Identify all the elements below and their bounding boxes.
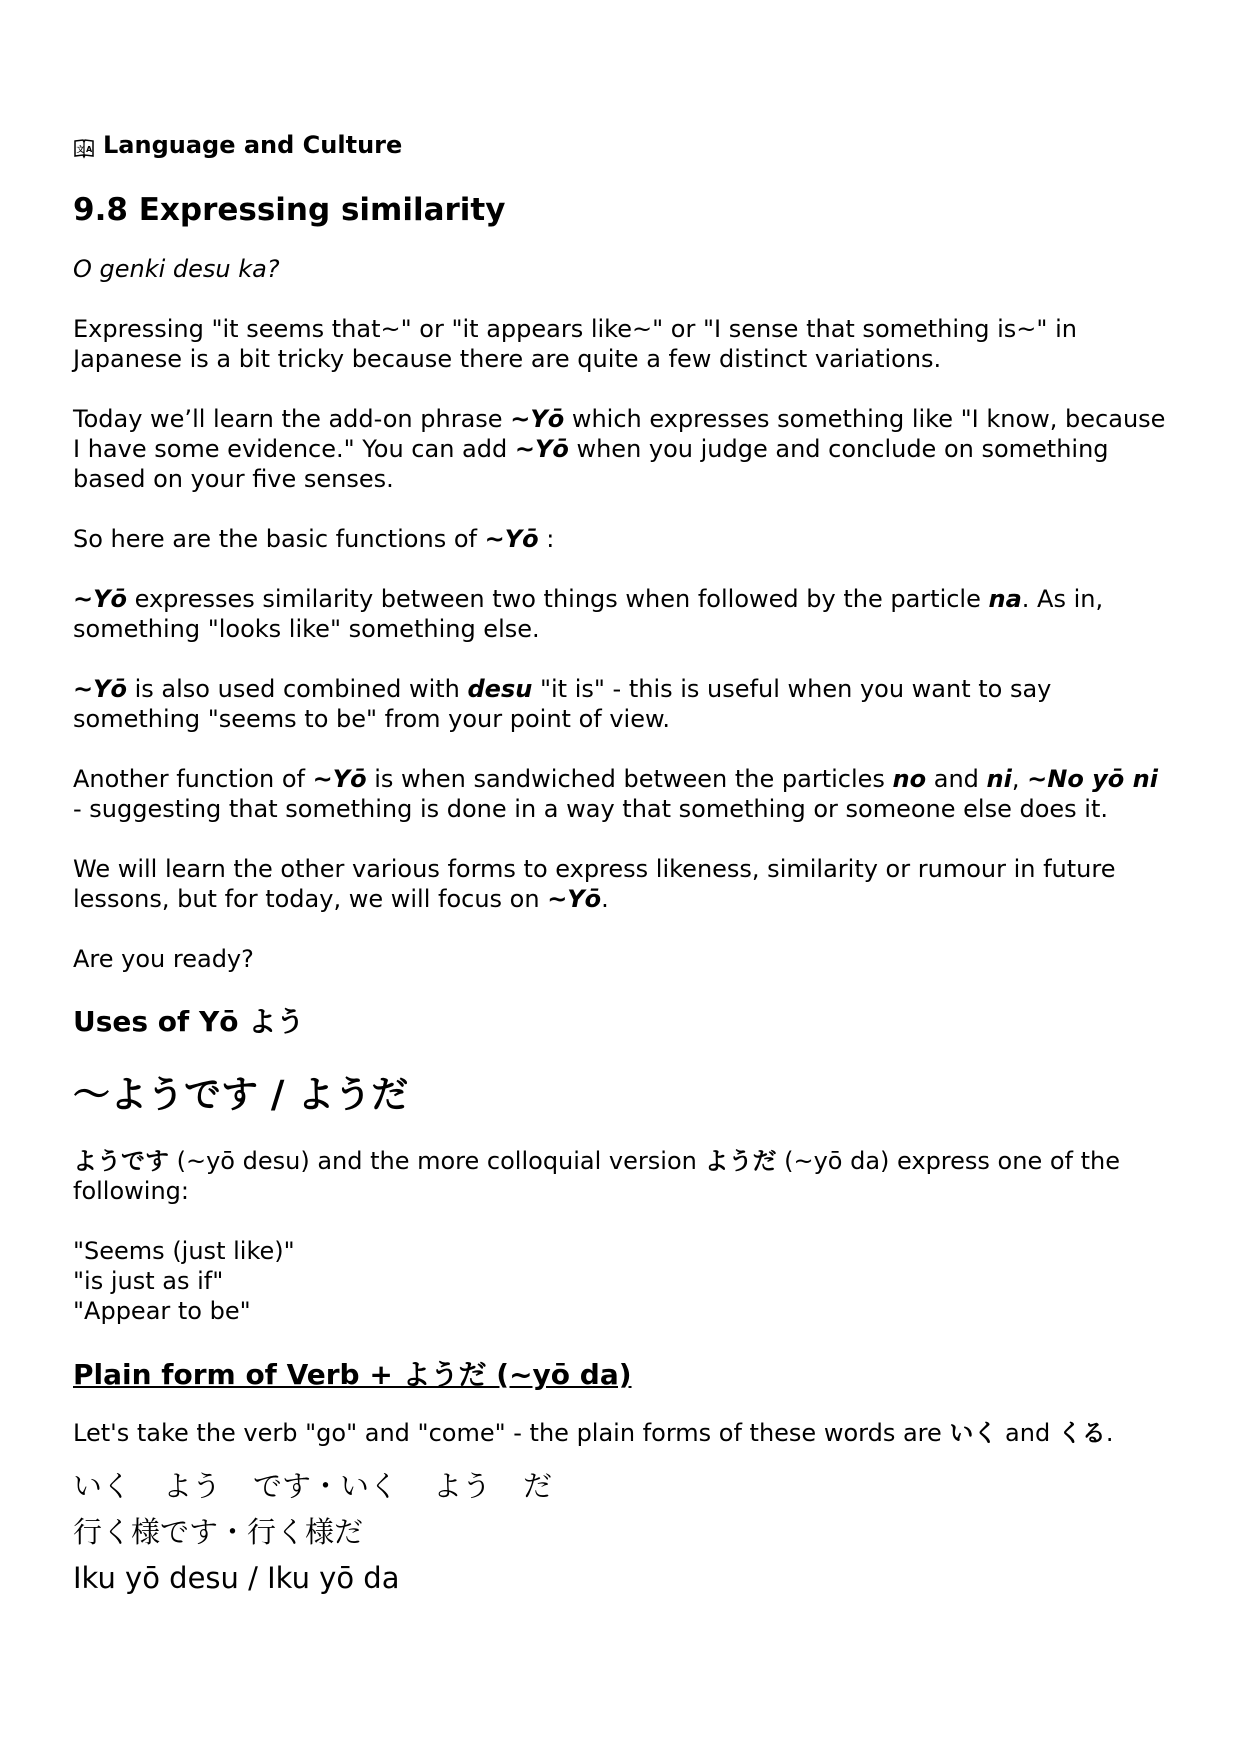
verb-description: Let's take the verb "go" and "come" - the plain forms of these words are いく and くる. [73, 1419, 1114, 1447]
example-kana-word: です・いく [253, 1469, 399, 1503]
example-kana-word: いく [73, 1469, 132, 1503]
example-kanji-line: 行く様です・行く様だ [73, 1515, 364, 1549]
intro-paragraph: Expressing "it seems that~" or "it appears like~" or "I sense that something is~" in Japanese is a bit tricky because there are quite a few distinct variations. [73, 315, 1077, 373]
example-kana-word: よう [163, 1469, 222, 1503]
meaning-item: "Seems (just like)" [73, 1237, 295, 1265]
page-title: 9.8 Expressing similarity [73, 192, 506, 228]
plain-form-heading: Plain form of Verb + ようだ (~yō da) [73, 1358, 632, 1391]
function-similarity-paragraph: ~Yō expresses similarity between two things when followed by the particle na. As in, something "looks like" something else. [73, 585, 1104, 643]
function-no-yo-ni-paragraph: Another function of ~Yō is when sandwiched between the particles no and ni, ~No yō ni - suggesting that something is done in a way that something or someone else does it. [73, 765, 1158, 823]
svg-text:文: 文 [76, 145, 85, 154]
meaning-item: "Appear to be" [73, 1297, 251, 1325]
meanings-list [73, 1236, 1170, 1326]
example-kana-line [73, 1468, 1170, 1504]
future-lessons-paragraph: We will learn the other various forms to express likeness, similarity or rumour in future lessons, but for today, we will focus on ~Yō. [73, 855, 1116, 913]
example-romaji-line: Iku yō desu / Iku yō da [73, 1561, 400, 1595]
function-desu-paragraph: ~Yō is also used combined with desu "it is" - this is useful when you want to say something "seems to be" from your point of view. [73, 675, 1052, 733]
basic-functions-paragraph: So here are the basic functions of ~Yō : [73, 525, 555, 553]
meaning-item: "is just as if" [73, 1267, 224, 1295]
book-icon [73, 134, 95, 156]
greeting: O genki desu ka? [73, 255, 280, 283]
form-heading: 〜ようです / ようだ [73, 1073, 409, 1116]
today-paragraph: Today we’ll learn the add-on phrase ~Yō which expresses something like "I know, because I have some evidence." You can add ~Yō when you judge and conclude on something based on your five senses. [73, 405, 1166, 493]
ready-question: Are you ready? [73, 945, 254, 973]
uses-heading: Uses of Yō よう [73, 1005, 305, 1038]
example-kana-word: よう [433, 1469, 492, 1503]
svg-text:A: A [86, 145, 93, 154]
section-label-text: Language and Culture [103, 131, 403, 159]
example-kana-word: だ [523, 1469, 553, 1503]
form-description: ようです (~yō desu) and the more colloquial version ようだ (~yō da) express one of the following: [73, 1147, 1120, 1205]
section-label [73, 128, 1170, 162]
